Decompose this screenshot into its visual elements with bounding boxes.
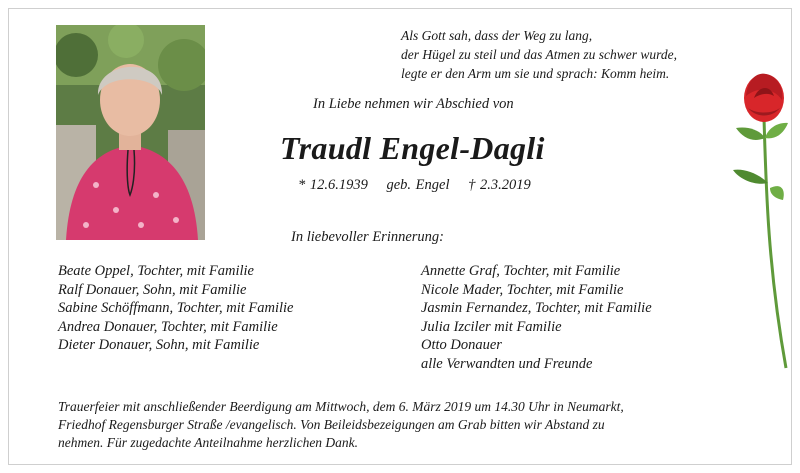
mourner-entry: Ralf Donauer, Sohn, mit Familie [58,281,247,298]
mourners-left-column [58,262,293,355]
poem-line: Als Gott sah, dass der Weg zu lang, [401,28,593,43]
mourner-entry: Nicole Mader, Tochter, mit Familie [421,281,624,298]
deceased-name: Traudl Engel-Dagli [280,130,545,166]
poem-quote [401,26,677,83]
mourner-entry: Annette Graf, Tochter, mit Familie [421,263,621,279]
birth-date: * 12.6.1939 [298,177,368,193]
funeral-info-line: Trauerfeier mit anschließender Beerdigung am Mittwoch, dem 6. März 2019 um 14.30 Uhr in Neumarkt, [58,399,624,414]
mourner-entry: Beate Oppel, Tochter, mit Familie [58,263,254,279]
mourner-entry: Sabine Schöffmann, Tochter, mit Familie [58,300,294,316]
mourner-entry: alle Verwandten und Freunde [421,355,593,372]
funeral-info-line: nehmen. Für zugedachte Anteilnahme herzlichen Dank. [58,435,359,450]
farewell-intro: In Liebe nehmen wir Abschied von [313,96,514,112]
funeral-info [58,398,698,452]
life-dates [298,177,545,194]
mourners-right-column [421,262,652,373]
poem-line: legte er den Arm um sie und sprach: Komm heim. [401,66,670,81]
red-rose-icon [728,68,800,374]
mourner-entry: Dieter Donauer, Sohn, mit Familie [58,337,260,353]
mourner-entry: Andrea Donauer, Tochter, mit Familie [58,318,278,335]
mourner-entry: Otto Donauer [421,337,502,353]
remembrance-heading: In liebevoller Erinnerung: [291,229,445,245]
funeral-info-line: Friedhof Regensburger Straße /evangelisch. Von Beileidsbezeigungen am Grab bitten wir Abstand zu [58,417,605,432]
mourner-entry: Julia Izciler mit Familie [421,318,562,335]
poem-line: der Hügel zu steil und das Atmen zu schwer wurde, [401,47,677,62]
portrait-photo [56,25,205,240]
mourner-entry: Jasmin Fernandez, Tochter, mit Familie [421,300,652,316]
death-date: † 2.3.2019 [468,177,531,193]
maiden-name: geb. Engel [386,177,450,193]
